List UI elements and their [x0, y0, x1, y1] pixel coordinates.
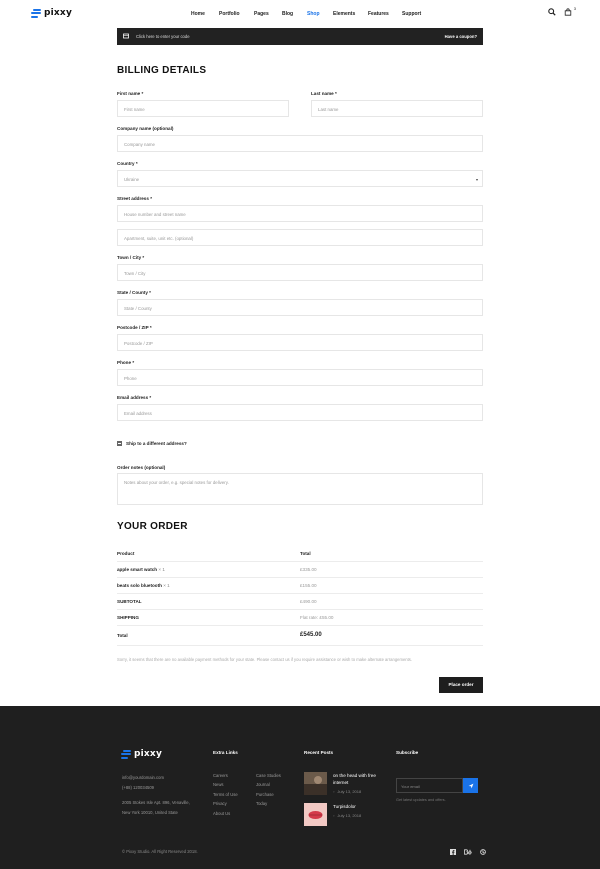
send-icon: [468, 783, 474, 789]
street-label: Street address *: [117, 196, 152, 201]
ship-checkbox[interactable]: [117, 441, 122, 446]
state-label: State / County *: [117, 290, 151, 295]
order-table-head: [117, 546, 483, 562]
footer-link-news[interactable]: News: [213, 782, 224, 788]
header-icons: [548, 6, 576, 18]
postcode-label: Postcode / ZIP *: [117, 325, 152, 330]
coupon-icon: [123, 33, 129, 39]
billing-title: BILLING DETAILS: [117, 65, 207, 76]
footer-link-case-studies[interactable]: Case Studies: [256, 773, 281, 778]
social-links: [450, 849, 486, 857]
dribbble-icon[interactable]: [480, 849, 486, 857]
order-table: [117, 546, 483, 646]
street-input-1[interactable]: House number and street name: [117, 205, 483, 222]
have-coupon-link[interactable]: Have a coupon?: [444, 34, 477, 39]
total-row: [117, 626, 483, 646]
phone-label: Phone *: [117, 360, 135, 365]
nav-shop[interactable]: Shop: [307, 11, 320, 17]
ship-different-label: Ship to a different address?: [126, 441, 187, 446]
footer-link-today[interactable]: Today: [256, 801, 268, 807]
total-label: Total: [117, 633, 128, 638]
first-name-input[interactable]: First name: [117, 100, 289, 117]
post-title[interactable]: Turpisdolor: [333, 804, 356, 809]
recent-post[interactable]: [304, 772, 388, 795]
product-total: £155.00: [300, 583, 317, 588]
nav-home[interactable]: Home: [191, 11, 205, 17]
logo[interactable]: [31, 8, 72, 18]
logo-icon: [121, 750, 131, 759]
product-name: beats solo bluetooth: [117, 583, 162, 588]
logo-icon: [31, 9, 41, 18]
site-header: [0, 0, 600, 28]
company-input[interactable]: Company name: [117, 135, 483, 152]
bag-icon[interactable]: [564, 6, 576, 18]
footer-link-terms[interactable]: Terms of Use: [213, 791, 238, 797]
email-input[interactable]: Email address: [117, 404, 483, 421]
subtotal-row: [117, 594, 483, 610]
product-column-header: Product: [117, 551, 135, 556]
site-footer: [0, 706, 600, 869]
ship-different-toggle[interactable]: [117, 441, 187, 446]
town-label: Town / City *: [117, 255, 145, 260]
footer-link-careers[interactable]: Careers: [213, 773, 228, 778]
country-select[interactable]: [117, 170, 483, 187]
product-total: £335.00: [300, 567, 317, 572]
footer-link-privacy[interactable]: Privacy: [213, 801, 227, 807]
nav-features[interactable]: Features: [368, 11, 389, 17]
post-thumbnail[interactable]: [304, 803, 327, 826]
coupon-prompt[interactable]: Click here to enter your code: [136, 34, 190, 39]
calendar-icon: ▫: [333, 789, 335, 794]
recent-posts-title: Recent Posts: [304, 750, 334, 755]
coupon-bar: [117, 28, 483, 45]
product-qty: × 1: [163, 583, 170, 588]
last-name-label: Last name *: [311, 91, 337, 96]
facebook-icon[interactable]: [450, 849, 456, 857]
chevron-down-icon: ▾: [475, 177, 478, 182]
post-date: July 13, 2018: [337, 813, 362, 818]
town-input[interactable]: Town / City: [117, 264, 483, 281]
footer-logo-text: pixxy: [134, 749, 163, 759]
footer-phone: (+88) 120034509: [122, 785, 155, 790]
post-thumbnail[interactable]: [304, 772, 327, 795]
country-value: Ukraine: [124, 177, 140, 182]
payment-notice: Sorry, it seems that there are no available payment methods for your state. Please contact us if you require assistance or wish to make alternate arrangements.: [117, 657, 413, 662]
total-value: £545.00: [300, 632, 322, 638]
email-label: Email address *: [117, 395, 152, 400]
footer-email[interactable]: info@yourdomain.com: [122, 775, 164, 780]
subscribe-note: Get latest updates and offers.: [396, 798, 446, 802]
nav-blog[interactable]: Blog: [282, 11, 294, 17]
subscribe-title: Subscribe: [396, 750, 419, 755]
post-date: July 13, 2018: [337, 789, 362, 794]
footer-links-col1: [213, 771, 238, 818]
order-title: YOUR ORDER: [117, 521, 188, 532]
nav-pages[interactable]: Pages: [254, 11, 269, 17]
logo-text: pixxy: [44, 8, 73, 18]
nav-elements[interactable]: Elements: [333, 11, 356, 17]
footer-link-about[interactable]: About Us: [213, 810, 231, 816]
footer-link-purchase[interactable]: Purchase: [256, 791, 274, 797]
footer-logo[interactable]: [121, 749, 162, 759]
footer-contact: [122, 773, 190, 818]
recent-post[interactable]: [304, 803, 388, 826]
calendar-icon: ▫: [333, 813, 335, 818]
product-qty: × 1: [158, 567, 165, 572]
post-title[interactable]: on the head with free internet: [333, 773, 376, 785]
cart-count-badge: 3: [573, 6, 576, 11]
street-input-2[interactable]: Apartment, suite, unit etc. (optional): [117, 229, 483, 246]
search-icon[interactable]: [548, 8, 556, 18]
nav-portfolio[interactable]: Portfolio: [219, 11, 240, 17]
postcode-input[interactable]: Postcode / ZIP: [117, 334, 483, 351]
subscribe-email-input[interactable]: Your email: [396, 778, 463, 793]
footer-link-journal[interactable]: Journal: [256, 782, 270, 788]
footer-links-col2: [256, 771, 281, 809]
last-name-input[interactable]: Last name: [311, 100, 483, 117]
footer-address-1: 2005 Stokes Isle Apt. 896, Venaville,: [122, 800, 190, 805]
subscribe-button[interactable]: [463, 778, 478, 793]
product-name: apple smart watch: [117, 567, 158, 572]
place-order-button[interactable]: Place order: [439, 677, 483, 693]
company-label: Company name (optional): [117, 126, 174, 131]
extra-links-title: Extra Links: [213, 750, 238, 755]
country-label: Country *: [117, 161, 138, 166]
behance-icon[interactable]: [464, 849, 472, 857]
shipping-value: Flat rate: £55.00: [300, 615, 334, 620]
footer-address-2: New York 10010, United State: [122, 810, 178, 815]
subtotal-label: SUBTOTAL: [117, 599, 142, 604]
order-notes-label: Order notes (optional): [117, 465, 166, 470]
order-notes-textarea[interactable]: Notes about your order, e.g. special notes for delivery.: [117, 473, 483, 505]
nav-support[interactable]: Support: [402, 11, 422, 17]
subtotal-value: £490.00: [300, 599, 317, 604]
total-column-header: Total: [300, 551, 311, 556]
phone-input[interactable]: Phone: [117, 369, 483, 386]
table-row: [117, 562, 483, 578]
state-input[interactable]: State / County: [117, 299, 483, 316]
shipping-label: SHIPPING: [117, 615, 139, 620]
table-row: [117, 578, 483, 594]
copyright: © Pixxy Studio. All Right Reserved 2018.: [122, 849, 198, 854]
first-name-label: First name *: [117, 91, 144, 96]
shipping-row: [117, 610, 483, 626]
